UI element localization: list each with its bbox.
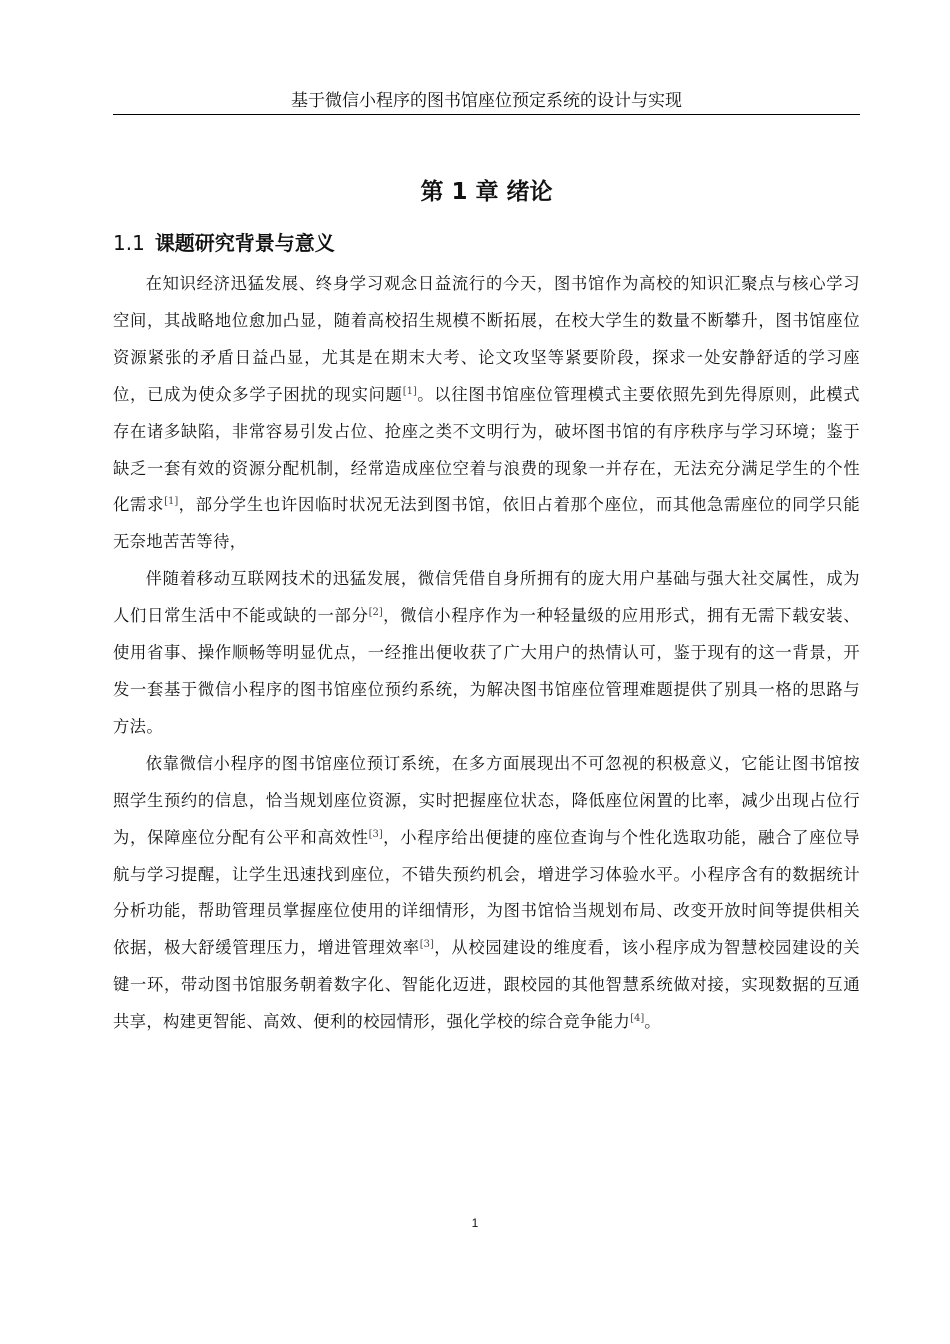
body-paragraph: [113, 746, 860, 1041]
paragraph-text-run: 。: [644, 1012, 661, 1032]
paragraph-text-run: ，小程序给出便捷的座位查询与个性化选取功能，融合了座位导航与学习提醒，让学生迅速找到座位，不错失预约机会，增进学习体验水平。小程序含有的数据统计分析功能，帮助管理员掌握座位使用的详细情形，为图书馆恰当规划布局、改变开放时间等提供相关依据，极大舒缓管理压力，增进管理效率: [113, 827, 860, 958]
paragraph-text-run: 。以往图书馆座位管理模式主要依照先到先得原则，此模式存在诸多缺陷，非常容易引发占位、抢座之类不文明行为，破坏图书馆的有序秩序与学习环境；鉴于缺乏一套有效的资源分配机制，经常造成座位空着与浪费的现象一并存在，无法充分满足学生的个性化需求: [113, 384, 860, 515]
citation-ref: [1]: [164, 496, 179, 508]
citation-ref: [4]: [630, 1013, 645, 1025]
section-title-text: 课题研究背景与意义: [154, 231, 335, 255]
section-number: 1.1: [113, 231, 145, 255]
paragraph-text-run: 依靠微信小程序的图书馆座位预订系统，在多方面展现出不可忽视的积极意义，它能让图书馆按照学生预约的信息，恰当规划座位资源，实时把握座位状态，降低座位闲置的比率，减少出现占位行为，保障座位分配有公平和高效性: [113, 753, 860, 847]
page-number: 1: [471, 1216, 479, 1230]
citation-ref: [2]: [368, 607, 383, 619]
chapter-heading: [113, 176, 860, 208]
citation-ref: [1]: [402, 385, 417, 397]
section-heading: [113, 228, 335, 258]
header-rule: [113, 114, 860, 115]
paragraph-text-run: ，从校园建设的维度看，该小程序成为智慧校园建设的关键一环，带动图书馆服务朝着数字化、智能化迈进，跟校园的其他智慧系统做对接，实现数据的互通共享，构建更智能、高效、便利的校园情形，强化学校的综合竞争能力: [113, 938, 860, 1032]
paragraph-text-run: 伴随着移动互联网技术的迅猛发展，微信凭借自身所拥有的庞大用户基础与强大社交属性，成为人们日常生活中不能或缺的一部分: [113, 569, 860, 626]
paragraph-text-run: 在知识经济迅猛发展、终身学习观念日益流行的今天，图书馆作为高校的知识汇聚点与核心学习空间，其战略地位愈加凸显，随着高校招生规模不断拓展，在校大学生的数量不断攀升，图书馆座位资源紧张的矛盾日益凸显，尤其是在期末大考、论文攻坚等紧要阶段，探求一处安静舒适的学习座位，已成为使众多学子困扰的现实问题: [113, 274, 860, 404]
citation-ref: [3]: [419, 939, 434, 951]
body-text: [113, 266, 860, 1041]
chapter-number-label: 第 1 章: [420, 179, 499, 205]
running-header-title: 基于微信小程序的图书馆座位预定系统的设计与实现: [291, 91, 682, 111]
chapter-title-text: 绪论: [506, 179, 553, 205]
paragraph-text-run: ，微信小程序作为一种轻量级的应用形式，拥有无需下载安装、使用省事、操作顺畅等明显优点，一经推出便收获了广大用户的热情认可，鉴于现有的这一背景，开发一套基于微信小程序的图书馆座位预约系统，为解决图书馆座位管理难题提供了别具一格的思路与方法。: [113, 606, 860, 736]
citation-ref: [3]: [368, 828, 383, 840]
body-paragraph: [113, 266, 860, 561]
body-paragraph: [113, 561, 860, 746]
paragraph-text-run: ，部分学生也许因临时状况无法到图书馆，依旧占着那个座位，而其他急需座位的同学只能无奈地苦苦等待，: [113, 495, 861, 552]
